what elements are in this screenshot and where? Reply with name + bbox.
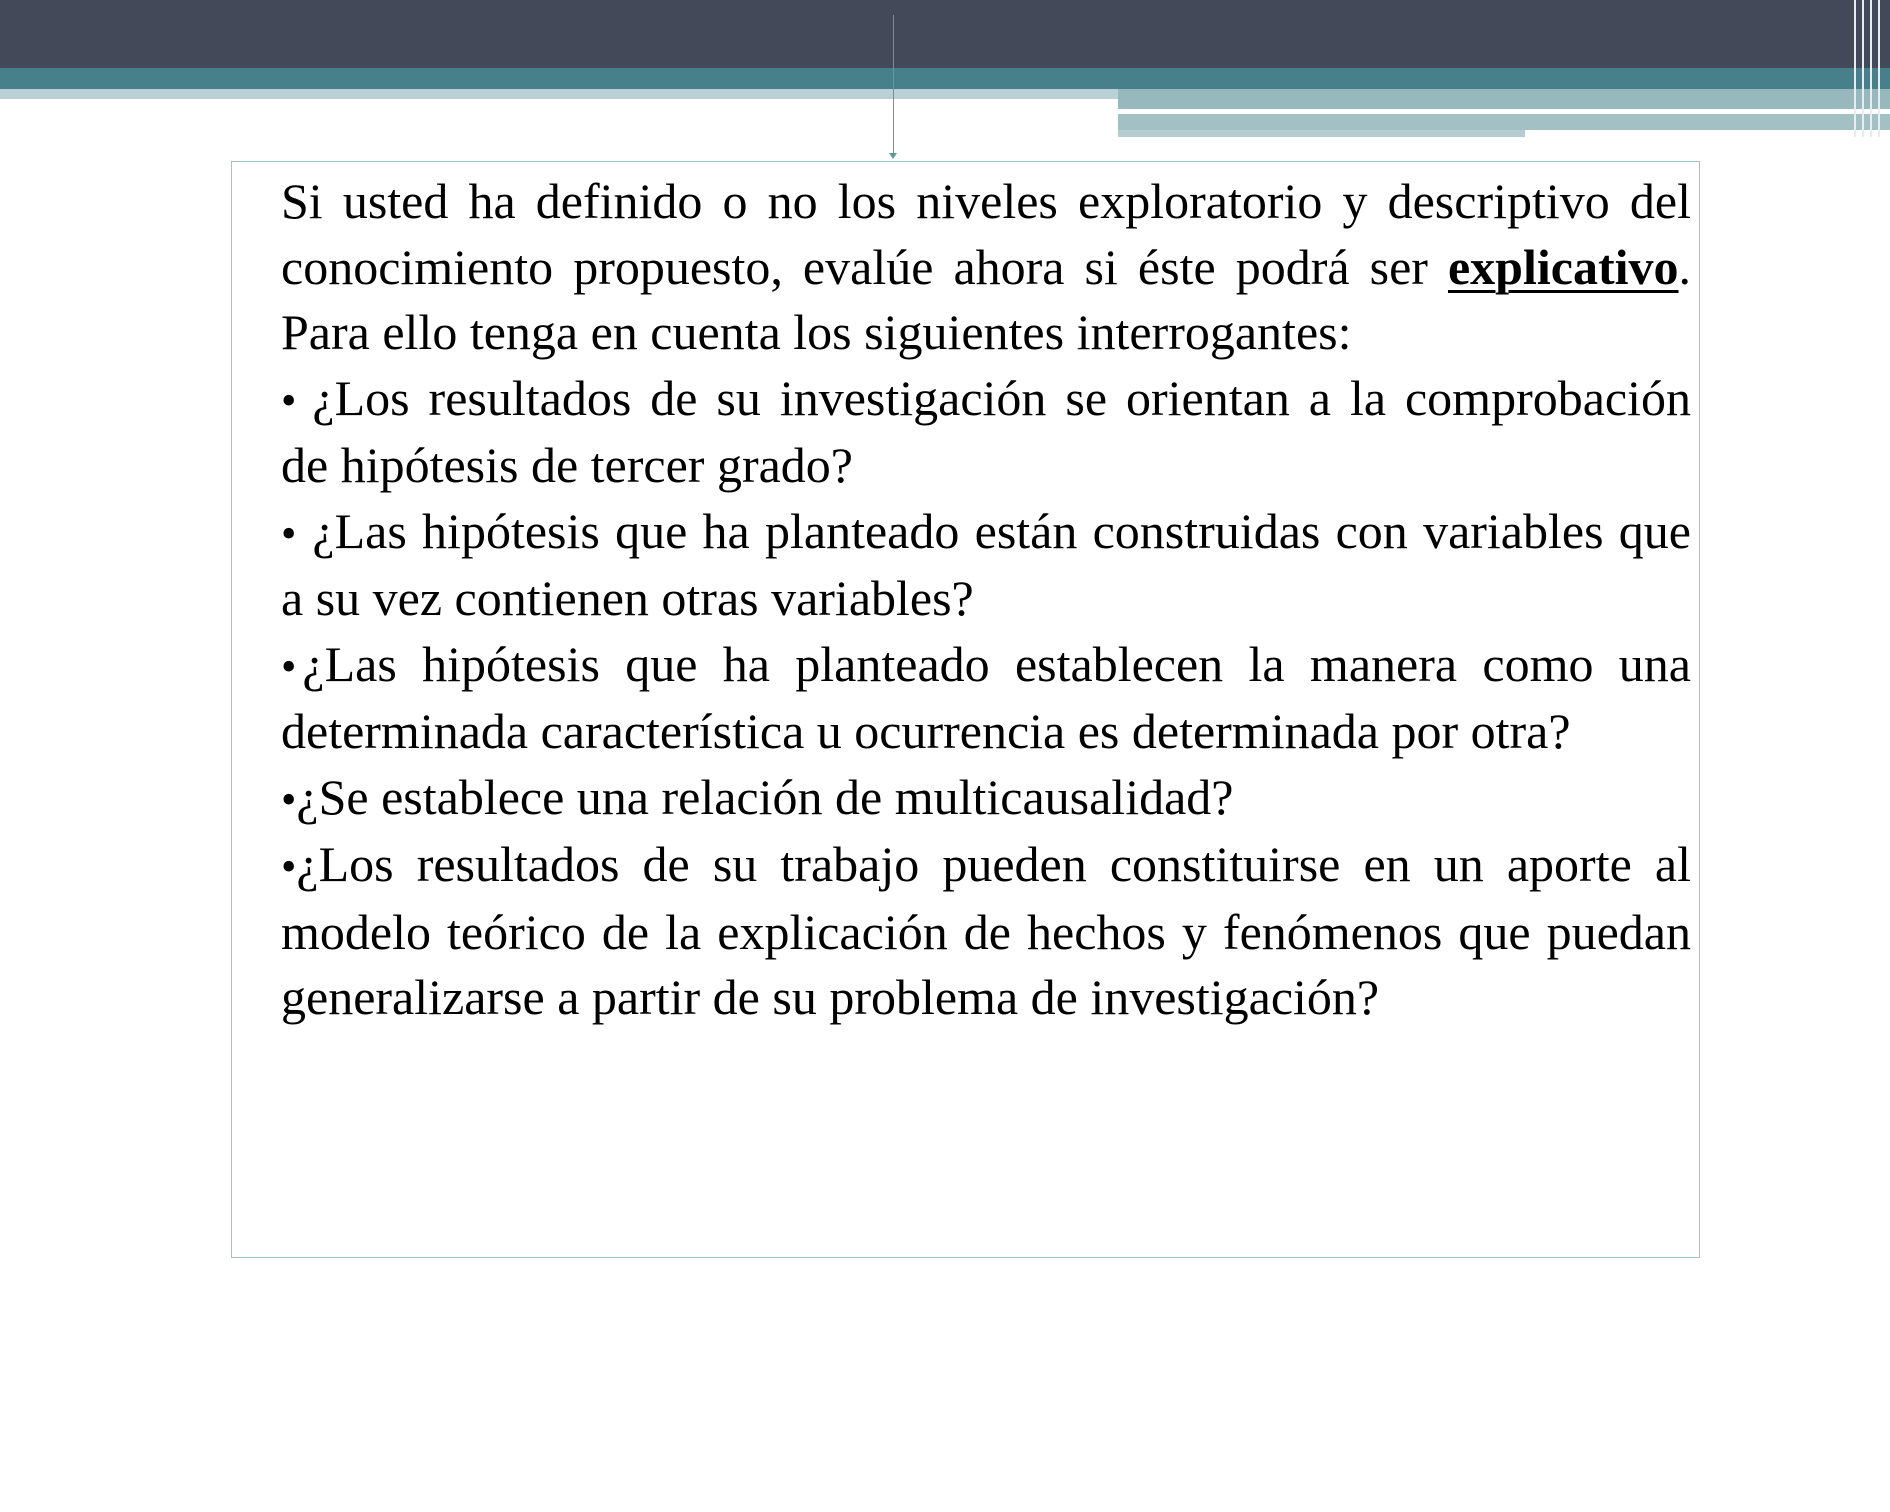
bullet-text: ¿Los resultados de su investigación se orientan a la comprobación de hipótesis de tercer grado? [281,369,1691,493]
bullet-text: ¿Se establece una relación de multicausalidad? [296,768,1234,825]
header-accent-band-3 [1118,130,1525,137]
bullet-text: ¿Las hipótesis que ha planteado establecen la manera como una determinada característica u ocurrencia es determinada por otra? [281,635,1691,759]
header-teal-band [0,68,1890,89]
bullet-item [281,632,1691,765]
bullet-text: ¿Las hipótesis que ha planteado están construidas con variables que a su vez contienen otras variables? [281,502,1691,626]
header-dark-band [0,0,1890,68]
intro-emphasis: explicativo [1447,238,1679,295]
bullet-icon: • [281,641,297,691]
connector-line [893,15,894,155]
intro-text: Si usted ha definido o no los niveles exploratorio y descriptivo del conocimiento propuesto, evalúe ahora si éste podrá ser [281,173,1691,295]
intro-text-end: . Para ello tenga en cuenta los siguientes interrogantes: [281,238,1692,360]
bullet-icon: • [281,774,297,824]
bullet-item [281,765,1691,833]
bullet-item [281,366,1691,499]
bullet-icon: • [281,842,297,891]
bullet-item [281,499,1691,632]
bullet-icon: • [281,375,297,425]
bullet-item [281,832,1691,1031]
intro-paragraph [281,169,1691,366]
header-light-strip [0,89,1118,99]
header-accent-band-2 [1118,114,1890,130]
header-edge-lines [1850,0,1890,137]
slide-body-text [281,169,1691,1031]
bullet-text: ¿Los resultados de su trabajo pueden constituirse en un aporte al modelo teórico de la explicación de hechos y fenómenos que puedan generalizarse a partir de su problema de investigación? [281,836,1691,1025]
bullet-icon: • [281,508,297,558]
header-accent-line-2 [1525,130,1890,137]
header-accent-band-1 [1118,89,1890,109]
connector-arrow-icon [889,153,897,159]
